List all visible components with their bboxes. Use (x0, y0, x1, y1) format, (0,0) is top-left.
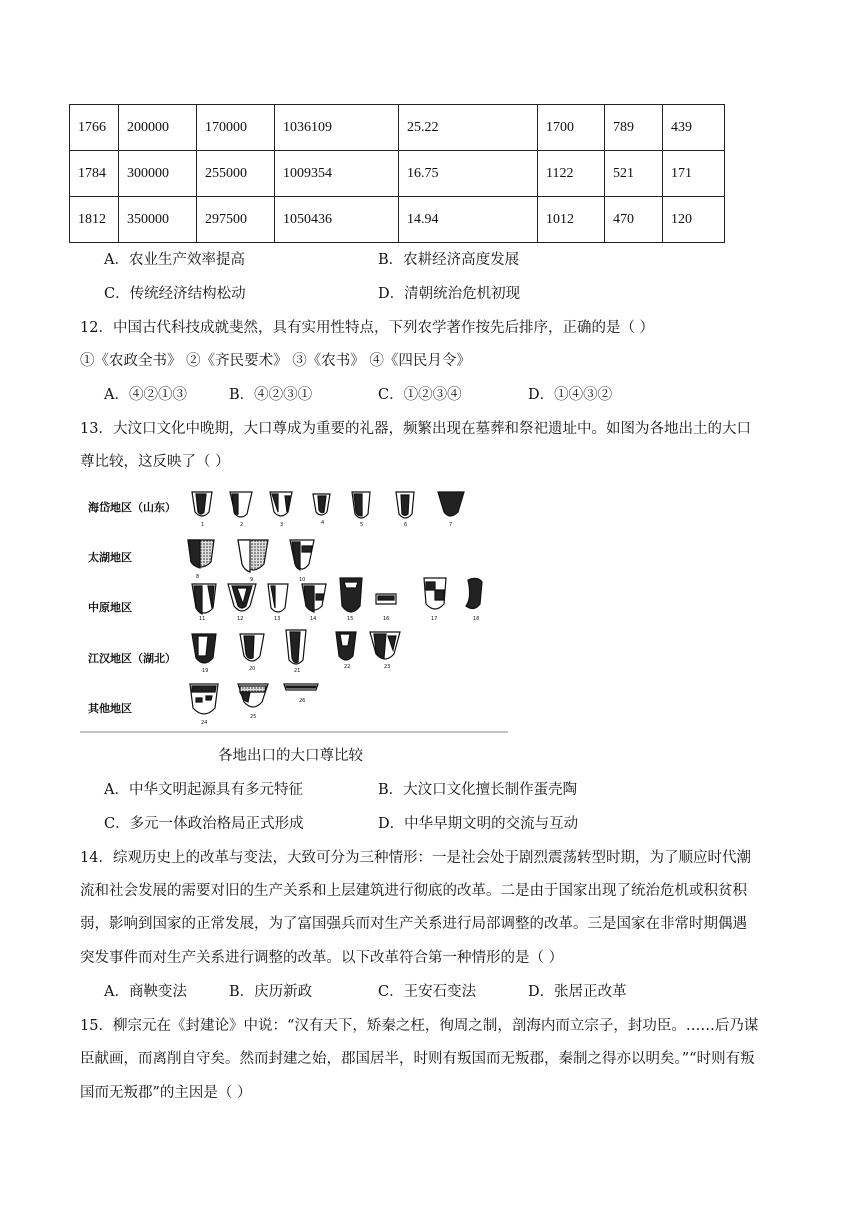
table-cell: 470 (605, 197, 663, 243)
q14-option-c: C．王安石变法 (378, 984, 477, 1000)
vessel-number: 12 (237, 616, 244, 622)
table-row (70, 151, 725, 197)
region-label: 中原地区 (88, 601, 132, 614)
q14-stem-line: 14．综观历史上的改革与变法，大致可分为三种情形：一是社会处于剧烈震荡转型时期，为了顺应时代潮 (80, 850, 751, 866)
vessel-number: 15 (347, 616, 354, 622)
table-cell: 1050436 (275, 197, 399, 243)
q12-option-b: B．④②③① (229, 387, 313, 403)
q12-items: ①《农政全书》 ②《齐民要术》 ③《农书》 ④《四民月令》 (80, 353, 471, 369)
q11-option-b: B．农耕经济高度发展 (378, 252, 520, 268)
table-cell: 350000 (119, 197, 197, 243)
table-row (70, 197, 725, 243)
q15-stem-line: 臣献画，而离削自守矣。然而封建之始，郡国居半，时则有叛国而无叛郡，秦制之得亦以明矣。”“时则有叛 (80, 1051, 755, 1067)
vessel-number: 4 (321, 520, 325, 526)
region-label: 其他地区 (88, 702, 132, 715)
vessel-number: 10 (299, 577, 306, 583)
q13-option-b: B．大汶口文化擅长制作蛋壳陶 (378, 782, 578, 798)
q14-option-b: B．庆历新政 (229, 984, 313, 1000)
q14-stem-line: 弱，影响到国家的正常发展，为了富国强兵而对生产关系进行局部调整的改革。三是国家在非常时期偶遇 (80, 916, 747, 932)
table-cell: 1009354 (275, 151, 399, 197)
table-cell: 1122 (538, 151, 605, 197)
vessel-number: 21 (294, 668, 301, 674)
q15-stem-line: 国而无叛郡”的主因是（ ） (80, 1085, 252, 1101)
q14-stem-line: 流和社会发展的需要对旧的生产关系和上层建筑进行彻底的改革。二是由于国家出现了统治危机或积贫积 (80, 883, 747, 899)
vessel-number: 22 (344, 664, 351, 670)
table-cell: 200000 (119, 105, 197, 151)
region-label: 海岱地区（山东） (88, 501, 176, 514)
q13-stem-line-2: 尊比较，这反映了（ ） (80, 454, 230, 470)
table-cell: 521 (605, 151, 663, 197)
table-cell: 120 (663, 197, 725, 243)
vessel-number: 20 (249, 666, 256, 672)
q13-option-a: A．中华文明起源具有多元特征 (104, 782, 303, 798)
q14-option-a: A．商鞅变法 (104, 984, 187, 1000)
q12-option-c: C．①②③④ (378, 387, 462, 403)
q13-stem-line-1: 13．大汶口文化中晚期，大口尊成为重要的礼器，频繁出现在墓葬和祭祀遗址中。如图为各地出土的大口 (80, 421, 751, 437)
table-cell: 171 (663, 151, 725, 197)
vessel-number: 6 (404, 522, 408, 528)
table-cell: 789 (605, 105, 663, 151)
table-cell: 170000 (197, 105, 275, 151)
q12-option-a: A．④②①③ (104, 387, 187, 403)
vessel-number: 23 (384, 664, 391, 670)
table-cell: 25.22 (399, 105, 538, 151)
region-label: 江汉地区（湖北） (88, 652, 176, 665)
vessel-number: 11 (199, 616, 206, 622)
table-row (70, 105, 725, 151)
table-cell: 1784 (70, 151, 119, 197)
table-cell: 439 (663, 105, 725, 151)
q13-option-c: C．多元一体政治格局正式形成 (104, 816, 304, 832)
table-cell: 1036109 (275, 105, 399, 151)
region-label: 太湖地区 (88, 551, 132, 564)
vessel-number: 5 (360, 522, 364, 528)
q11-option-d: D．清朝统治危机初现 (378, 286, 521, 302)
vessel-number: 24 (201, 720, 208, 726)
q14-option-d: D．张居正改革 (528, 984, 627, 1000)
table-cell: 16.75 (399, 151, 538, 197)
vessel-number: 13 (274, 616, 281, 622)
vessel-number: 25 (250, 714, 257, 720)
figure-caption: 各地出口的大口尊比较 (218, 748, 363, 764)
q12-stem: 12．中国古代科技成就斐然，具有实用性特点，下列农学著作按先后排序，正确的是（ ） (80, 320, 655, 336)
table-cell: 1012 (538, 197, 605, 243)
q14-stem-line: 突发事件而对生产关系进行调整的改革。以下改革符合第一种情形的是（ ） (80, 950, 564, 966)
table-cell: 1812 (70, 197, 119, 243)
vessel-number: 16 (383, 616, 390, 622)
vessel-number: 3 (280, 522, 284, 528)
q12-option-d: D．①④③② (528, 387, 613, 403)
vessel-number: 18 (473, 616, 480, 622)
table-cell: 297500 (197, 197, 275, 243)
table-cell: 255000 (197, 151, 275, 197)
vessel-number: 8 (196, 574, 200, 580)
vessel-number: 26 (299, 698, 306, 704)
q15-stem-line: 15．柳宗元在《封建论》中说：“汉有天下，矫秦之枉，徇周之制，剖海内而立宗子，封功臣。……后乃谋 (80, 1018, 759, 1034)
vessel-number: 2 (240, 522, 244, 528)
table-cell: 1700 (538, 105, 605, 151)
table-cell: 300000 (119, 151, 197, 197)
vessel-number: 19 (202, 668, 209, 674)
table-cell: 1766 (70, 105, 119, 151)
q11-option-a: A．农业生产效率提高 (104, 252, 245, 268)
table-cell: 14.94 (399, 197, 538, 243)
vessel-number: 1 (201, 522, 205, 528)
vessel-number: 14 (310, 616, 317, 622)
vessel-number: 7 (449, 522, 453, 528)
q13-option-d: D．中华早期文明的交流与互动 (378, 816, 579, 832)
q11-option-c: C．传统经济结构松动 (104, 286, 246, 302)
vessel-number: 17 (431, 616, 438, 622)
dakouzun-figure (80, 486, 510, 736)
data-table (69, 104, 725, 243)
vessel-number: 9 (250, 577, 254, 583)
